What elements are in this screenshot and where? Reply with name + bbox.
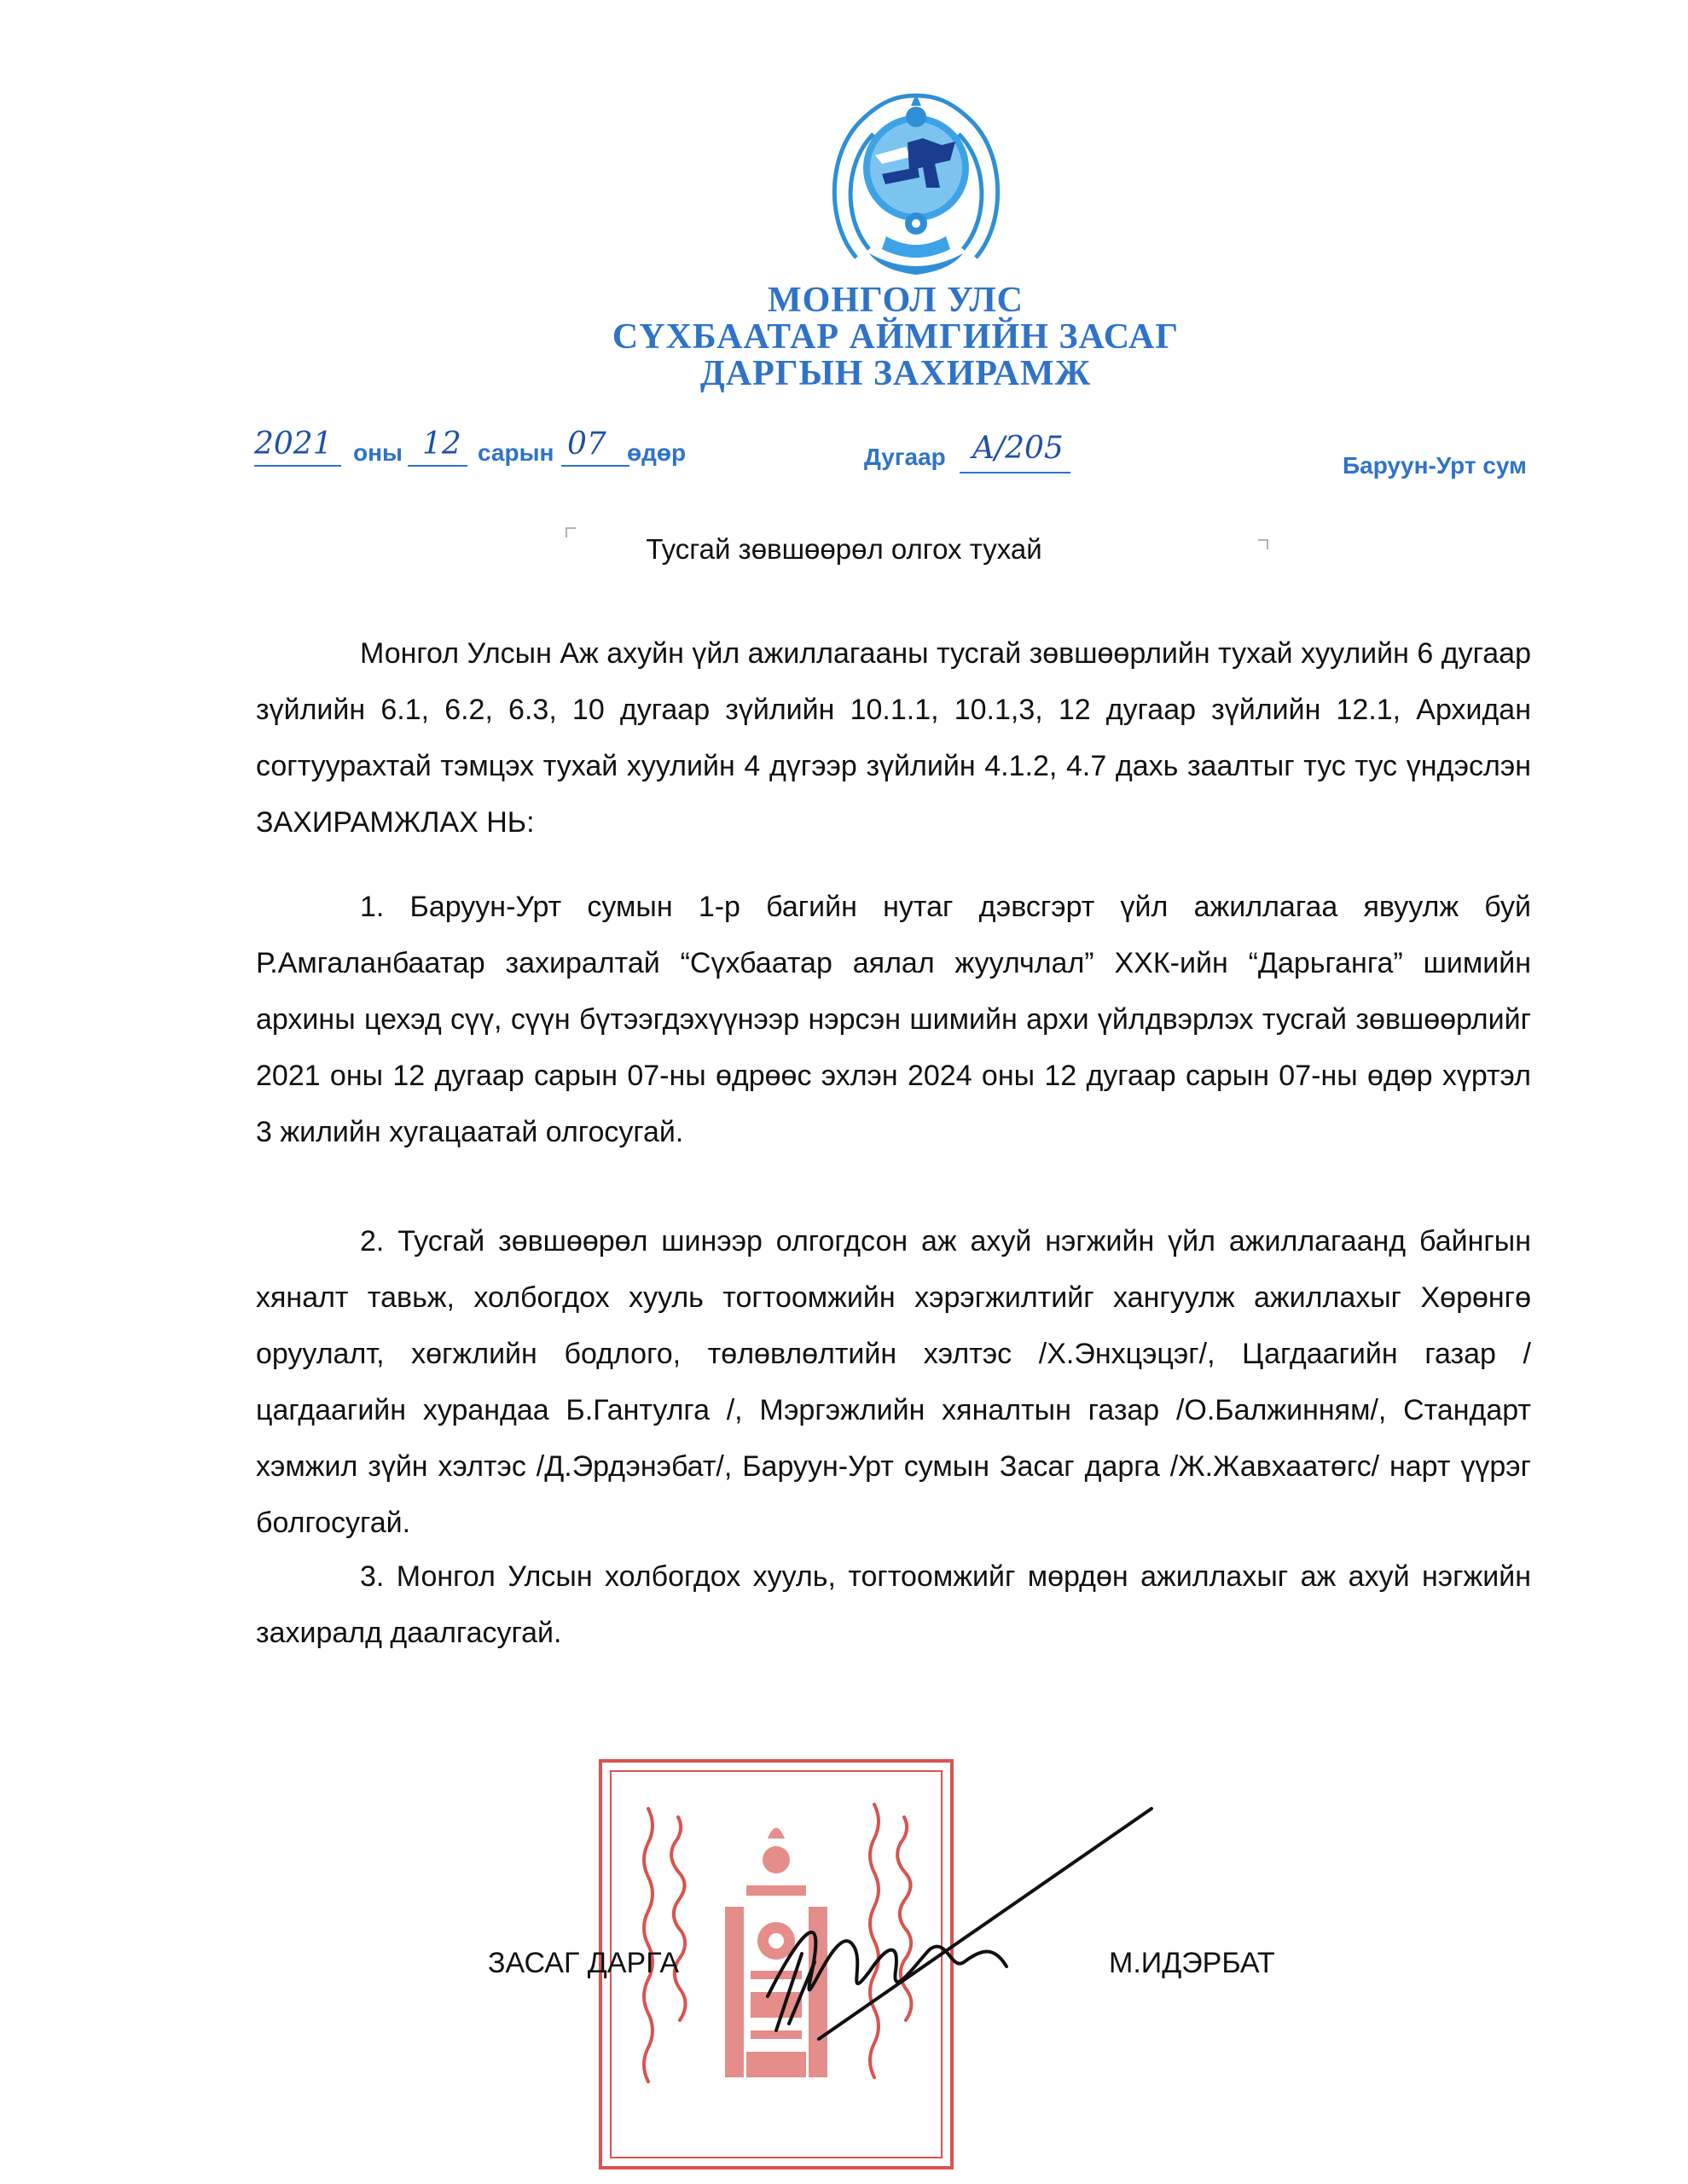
title-corner-right <box>1258 539 1268 549</box>
date-day-label: өдөр <box>627 439 687 466</box>
clause-2-paragraph: 2. Тусгай зөвшөөрөл шинээр олгогдсон аж ахуй нэгжийн үйл ажиллагаанд байнгын хяналт тавьж, холбогдох хууль тогтоомжийн хэрэгжилтийг хангуулж ажиллахыг Хөрөнгө оруулалт, хөгжлийн бодлого, төлөвлөлтийн хэлтэс /Х.Энхцэцэг/, Цагдаагийн газар / цагдаагийн хурандаа Б.Гантулга /, Мэргэжлийн хяналтын газар /О.Балжинням/, Стандарт хэмжил зүйн хэлтэс /Д.Эрдэнэбат/, Баруун-Урт сумын Засаг дарга /Ж.Жавхаатөгс/ нарт үүрэг болгосугай. <box>256 1225 1531 1539</box>
number-label: Дугаар <box>864 444 946 470</box>
handwritten-signature <box>751 1800 1160 2056</box>
document-title: Тусгай зөвшөөрөл олгох тухай <box>646 533 1042 565</box>
signatory-name: М.ИДЭРБАТ <box>1109 1947 1275 1979</box>
number-underline <box>960 472 1070 473</box>
date-year-label: оны <box>353 439 403 466</box>
preamble-paragraph: Монгол Улсын Аж ахуйн үйл ажиллагааны тусгай зөвшөөрлийн тухай хуулийн 6 дугаар зүйлийн 6.1, 6.2, 6.3, 10 дугаар зүйлийн 10.1.1, 10.1,3, 12 дугаар зүйлийн 12.1, Архидан согтуурахтай тэмцэх тухай хуулийн 4 дүгээр зүйлийн 4.1.2, 4.7 дахь заалтыг тус тус үндэслэн ЗАХИРАМЖЛАХ НЬ: <box>256 637 1531 839</box>
place-label: Баруун-Урт сум <box>1343 452 1527 479</box>
header-line-decree: ДАРГЫН ЗАХИРАМЖ <box>699 354 1092 393</box>
date-month-value: 12 <box>422 427 461 462</box>
date-day-value: 07 <box>567 427 606 462</box>
header-line-country: МОНГОЛ УЛС <box>768 281 1024 320</box>
date-month-underline <box>408 465 467 467</box>
date-month-label: сарын <box>478 439 554 466</box>
date-year-value: 2021 <box>254 427 333 462</box>
signatory-role: ЗАСАГ ДАРГА <box>488 1947 680 1979</box>
clause-1-paragraph: 1. Баруун-Урт сумын 1-р багийн нутаг дэвсгэрт үйл ажиллагаа явуулж буй Р.Амгаланбаатар захиралтай “Сүхбаатар аялал жуулчлал” ХХК-ийн “Дарьганга” шимийн архины цехэд сүү, сүүн бүтээгдэхүүнээр нэрсэн шимийн архи үйлдвэрлэх тусгай зөвшөөрлийг 2021 оны 12 дугаар сарын 07-ны өдрөөс эхлэн 2024 оны 12 дугаар сарын 07-ны өдөр хүртэл 3 жилийн хугацаатай олгосугай. <box>256 891 1531 1148</box>
date-day-underline <box>561 465 629 467</box>
number-value: A/205 <box>972 431 1064 466</box>
state-emblem-icon <box>822 78 1010 288</box>
clause-3-paragraph: 3. Монгол Улсын холбогдох хууль, тогтоомжийг мөрдөн ажиллахыг аж ахуй нэгжийн захиралд даалгасугай. <box>256 1560 1531 1649</box>
date-year-underline <box>254 465 341 467</box>
header-line-governor: СҮХБААТАР АЙМГИЙН ЗАСАГ <box>612 317 1180 357</box>
